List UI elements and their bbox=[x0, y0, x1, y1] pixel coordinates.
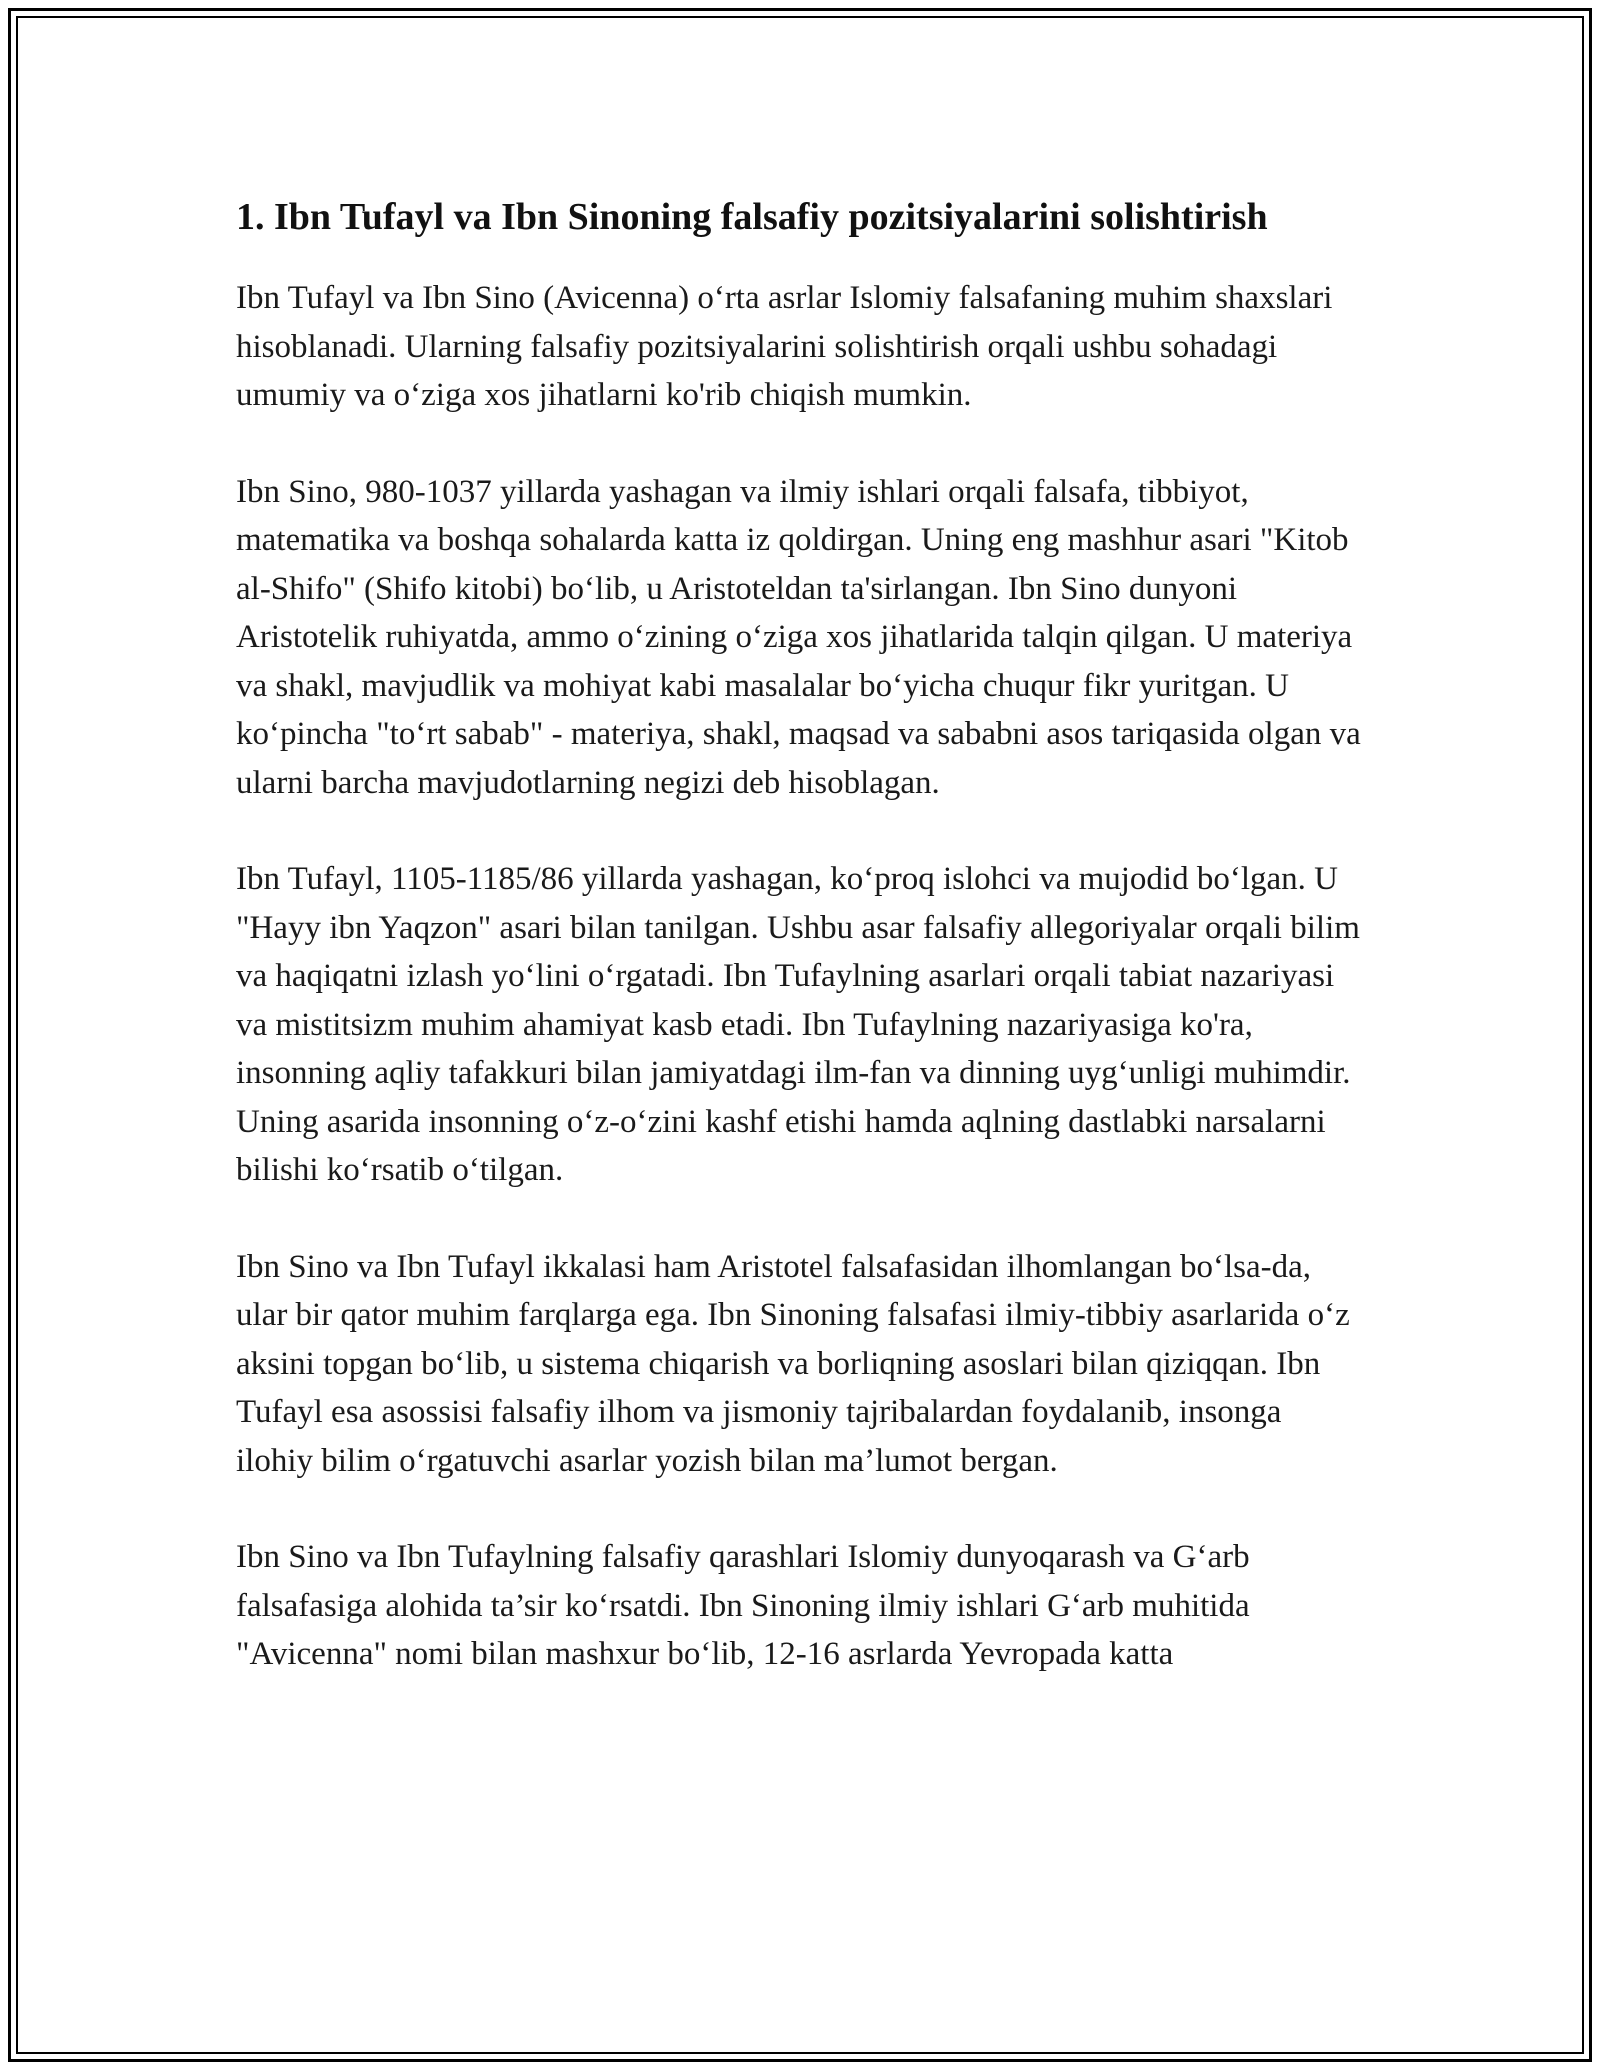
document-body bbox=[236, 190, 1366, 1727]
paragraph-ibn-sino: Ibn Sino, 980-1037 yillarda yashagan va ilmiy ishlari orqali falsafa, tibbiyot, matematika va boshqa sohalarda katta iz qoldirgan. Uning eng mashhur asari "Kitob al-Shifo" (Shifo kitobi) bo‘lib, u Aristoteldan ta'sirlangan. Ibn Sino dunyoni Aristotelik ruhiyatda, ammo o‘zining o‘ziga xos jihatlarida talqin qilgan. U materiya va shakl, mavjudlik va mohiyat kabi masalalar bo‘yicha chuqur fikr yuritgan. U ko‘pincha "to‘rt sabab" - materiya, shakl, maqsad va sababni asos tariqasida olgan va ularni barcha mavjudotlarning negizi deb hisoblagan. bbox=[236, 473, 1361, 801]
paragraph-intro: Ibn Tufayl va Ibn Sino (Avicenna) o‘rta asrlar Islomiy falsafaning muhim shaxslari hisoblanadi. Ularning falsafiy pozitsiyalarini solishtirish orqali ushbu sohadagi umumiy va o‘ziga xos jihatlarni ko'rib chiqish mumkin. bbox=[236, 280, 1333, 413]
section-heading: 1. Ibn Tufayl va Ibn Sinoning falsafiy pozitsiyalarini solishtirish bbox=[236, 196, 1268, 238]
paragraph-ibn-tufayl: Ibn Tufayl, 1105-1185/86 yillarda yashagan, ko‘proq islohci va mujodid bo‘lgan. U "Hayy ibn Yaqzon" asari bilan tanilgan. Ushbu asar falsafiy allegoriyalar orqali bilim va haqiqatni izlash yo‘lini o‘rgatadi. Ibn Tufaylning asarlari orqali tabiat nazariyasi va mistitsizm muhim ahamiyat kasb etadi. Ibn Tufaylning nazariyasiga ko'ra, insonning aqliy tafakkuri bilan jamiyatdagi ilm-fan va dinning uyg‘unligi muhimdir. Uning asarida insonning o‘z-o‘zini kashf etishi hamda aqlning dastlabki narsalarni bilishi ko‘rsatib o‘tilgan. bbox=[236, 861, 1360, 1188]
paragraph-influence: Ibn Sino va Ibn Tufaylning falsafiy qarashlari Islomiy dunyoqarash va G‘arb falsafasiga alohida ta’sir ko‘rsatdi. Ibn Sinoning ilmiy ishlari G‘arb muhitida "Avicenna" nomi bilan mashxur bo‘lib, 12-16 asrlarda Yevropada katta bbox=[236, 1539, 1250, 1672]
paragraph-comparison: Ibn Sino va Ibn Tufayl ikkalasi ham Aristotel falsafasidan ilhomlangan bo‘lsa-da, ular bir qator muhim farqlarga ega. Ibn Sinoning falsafasi ilmiy-tibbiy asarlarida o‘z aksini topgan bo‘lib, u sistema chiqarish va borliqning asoslari bilan qiziqqan. Ibn Tufayl esa asossisi falsafiy ilhom va jismoniy tajribalardan foydalanib, insonga ilohiy bilim o‘rgatuvchi asarlar yozish bilan ma’lumot bergan. bbox=[236, 1248, 1350, 1479]
